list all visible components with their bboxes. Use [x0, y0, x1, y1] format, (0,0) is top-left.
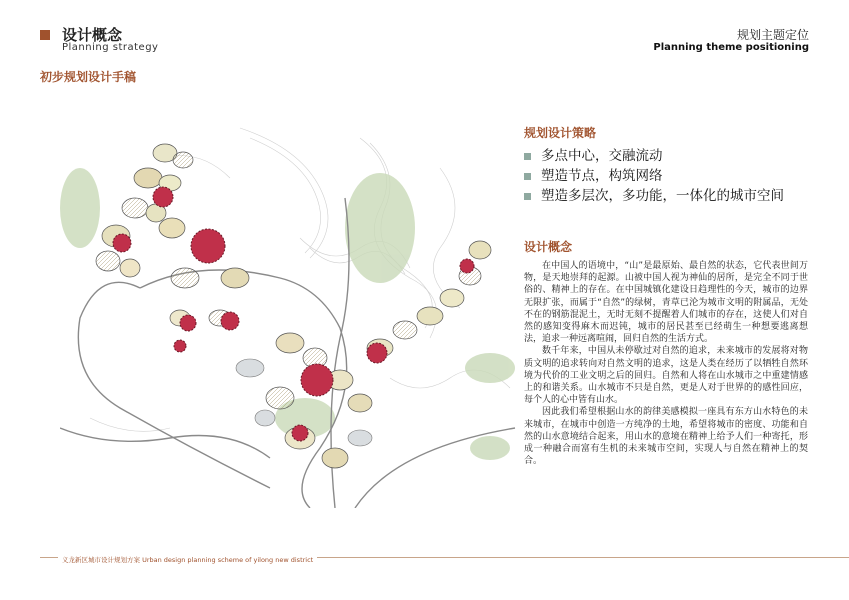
planning-sketch-map — [60, 118, 520, 508]
strategy-item: 塑造多层次，多功能，一体化的城市空间 — [524, 186, 784, 206]
section-subheading: 初步规划设计手稿 — [40, 70, 137, 84]
bullet-square-icon — [524, 153, 531, 160]
concept-paragraph: 在中国人的语境中，“山”是最原始、最自然的状态，它代表世间万物，是天地崇拜的起源。山被中国人视为神仙的居所，是完全不同于世俗的、精神上的存在。在中国城镇化建设日趋理性的今天，城市的边界无限扩张，而属于“自然”的绿树，青草已沦为城市文明的附属品，无处不在的钢筋混泥土，无时无刻不提醒着人们城市的存在，这使人们对自然的感知变得麻木而迟钝，城市的居民甚至已经萌生一种想要逃离想法，追求一种远离喧闹，回归自然的生活方式。 — [524, 261, 808, 345]
theme-title-en: Planning theme positioning — [653, 42, 809, 53]
page-title: 设计概念 — [62, 26, 123, 44]
concept-title: 设计概念 — [524, 240, 573, 254]
strategy-item: 多点中心，交融流动 — [524, 146, 784, 166]
concept-paragraph: 数千年来，中国从未停歇过对自然的追求，未来城市的发展将对物质文明的追求转向对自然文明的追求，这是人类在经历了以牺牲自然环境为代价的工业文明之后的回归。自然和人将在山水城市之中重建情感上的和谐关系。山水城市不只是自然，更是人对于世界的的感性回应，每个人的心中皆有山水。 — [524, 346, 808, 406]
bullet-square-icon — [524, 173, 531, 180]
strategy-list — [524, 146, 784, 206]
header-accent-square — [40, 30, 50, 40]
page-title-en: Planning strategy — [62, 42, 159, 53]
strategy-item: 塑造节点，构筑网络 — [524, 166, 784, 186]
concept-paragraph: 因此我们希望根据山水的韵律美感模拟一座具有东方山水特色的未来城市，在城市中创造一方纯净的土地，希望将城市的密度、功能和自然的山水意境结合起来，用山水的意境在精神上给予人们一种寄托，形成一种融合而富有生机的未来城市空间，实现人与自然在精神上的契合。 — [524, 407, 808, 467]
footer-caption: 义龙新区城市设计规划方案 Urban design planning scheme of yilong new district — [58, 555, 317, 564]
strategy-title: 规划设计策略 — [524, 126, 597, 140]
concept-body — [524, 260, 808, 467]
bullet-square-icon — [524, 193, 531, 200]
theme-title: 规划主题定位 — [736, 28, 809, 42]
